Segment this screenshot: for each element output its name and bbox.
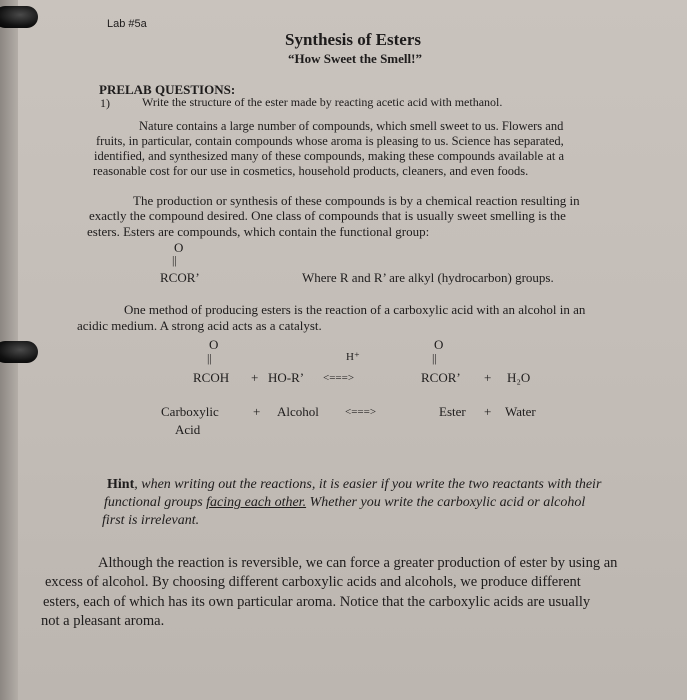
paragraph-line: One method of producing esters is the reaction of a carboxylic acid with an alcohol in an — [124, 302, 586, 317]
reaction-ester: RCOR’ — [421, 370, 461, 385]
hint-line: first is irrelevant. — [102, 513, 200, 528]
reaction-plus: + — [484, 370, 492, 385]
hint-line — [107, 477, 601, 493]
hint-text: functional groups — [104, 495, 207, 510]
word-equation-acid: Carboxylic — [161, 404, 219, 419]
paragraph-line: Nature contains a large number of compounds, which smell sweet to us. Flowers and — [139, 119, 564, 133]
reaction-water: H₂O — [507, 370, 531, 385]
page-subtitle: “How Sweet the Smell!” — [288, 51, 422, 66]
paragraph-line: fruits, in particular, contain compounds whose aroma is pleasing to us. Science has separated, — [96, 134, 564, 148]
binder-ring — [0, 341, 38, 363]
word-equation-alcohol: Alcohol — [277, 404, 319, 419]
reaction-acid: RCOH — [193, 370, 230, 385]
word-equation-ester: Ester — [439, 404, 466, 419]
paragraph-line: Although the reaction is reversible, we can force a greater production of ester by using an — [98, 555, 618, 571]
hint-label: Hint — [107, 477, 135, 492]
paragraph-line: esters. Esters are compounds, which contain the functional group: — [87, 224, 430, 239]
paragraph-line: identified, and synthesized many of these compounds, making these compounds available at a — [94, 149, 565, 163]
question-text: Write the structure of the ester made by reacting acetic acid with methanol. — [142, 95, 503, 109]
question-number: 1) — [100, 96, 110, 110]
paragraph-line: excess of alcohol. By choosing different carboxylic acids and alcohols, we produce different — [45, 574, 581, 590]
functional-group-formula: RCOR’ — [160, 270, 200, 285]
reaction-catalyst: H⁺ — [346, 351, 360, 363]
paragraph-line: acidic medium. A strong acid acts as a catalyst. — [77, 318, 322, 333]
functional-group-double-bond: || — [172, 253, 177, 267]
hint-text: Whether you write the carboxylic acid or alcohol — [306, 495, 586, 510]
hint-emphasis: facing each other. — [206, 495, 307, 510]
reaction-alcohol: HO-R’ — [268, 370, 305, 385]
word-equation-acid: Acid — [175, 422, 201, 437]
paragraph-line: not a pleasant aroma. — [41, 613, 165, 629]
paragraph-line: exactly the compound desired. One class of compounds that is usually sweet smelling is the — [89, 208, 566, 223]
equilibrium-arrow: <===> — [345, 406, 377, 418]
functional-group-oxygen: O — [174, 240, 184, 255]
paragraph-line: The production or synthesis of these compounds is by a chemical reaction resulting in — [133, 193, 580, 208]
lab-label: Lab #5a — [107, 18, 147, 30]
reaction-ester-double-bond: || — [432, 351, 437, 365]
paragraph-line: reasonable cost for our use in cosmetics, household products, cleaners, and even foods. — [93, 164, 529, 178]
word-equation-plus: + — [484, 404, 492, 419]
prelab-heading: PRELAB QUESTIONS: — [99, 82, 236, 97]
hint-text: , when writing out the reactions, it is easier if you write the two reactants with their — [134, 477, 602, 492]
reaction-plus: + — [251, 370, 259, 385]
reaction-acid-oxygen: O — [209, 337, 219, 352]
word-equation-plus: + — [253, 404, 261, 419]
reaction-acid-double-bond: || — [207, 351, 212, 365]
functional-group-note: Where R and R’ are alkyl (hydrocarbon) groups. — [302, 270, 554, 285]
hint-line — [104, 495, 585, 511]
binder-ring — [0, 6, 38, 28]
page-title: Synthesis of Esters — [285, 30, 422, 49]
equilibrium-arrow: <===> — [323, 372, 355, 384]
paragraph-line: esters, each of which has its own particular aroma. Notice that the carboxylic acids are usually — [43, 594, 591, 610]
reaction-ester-oxygen: O — [434, 337, 444, 352]
word-equation-water: Water — [505, 404, 536, 419]
